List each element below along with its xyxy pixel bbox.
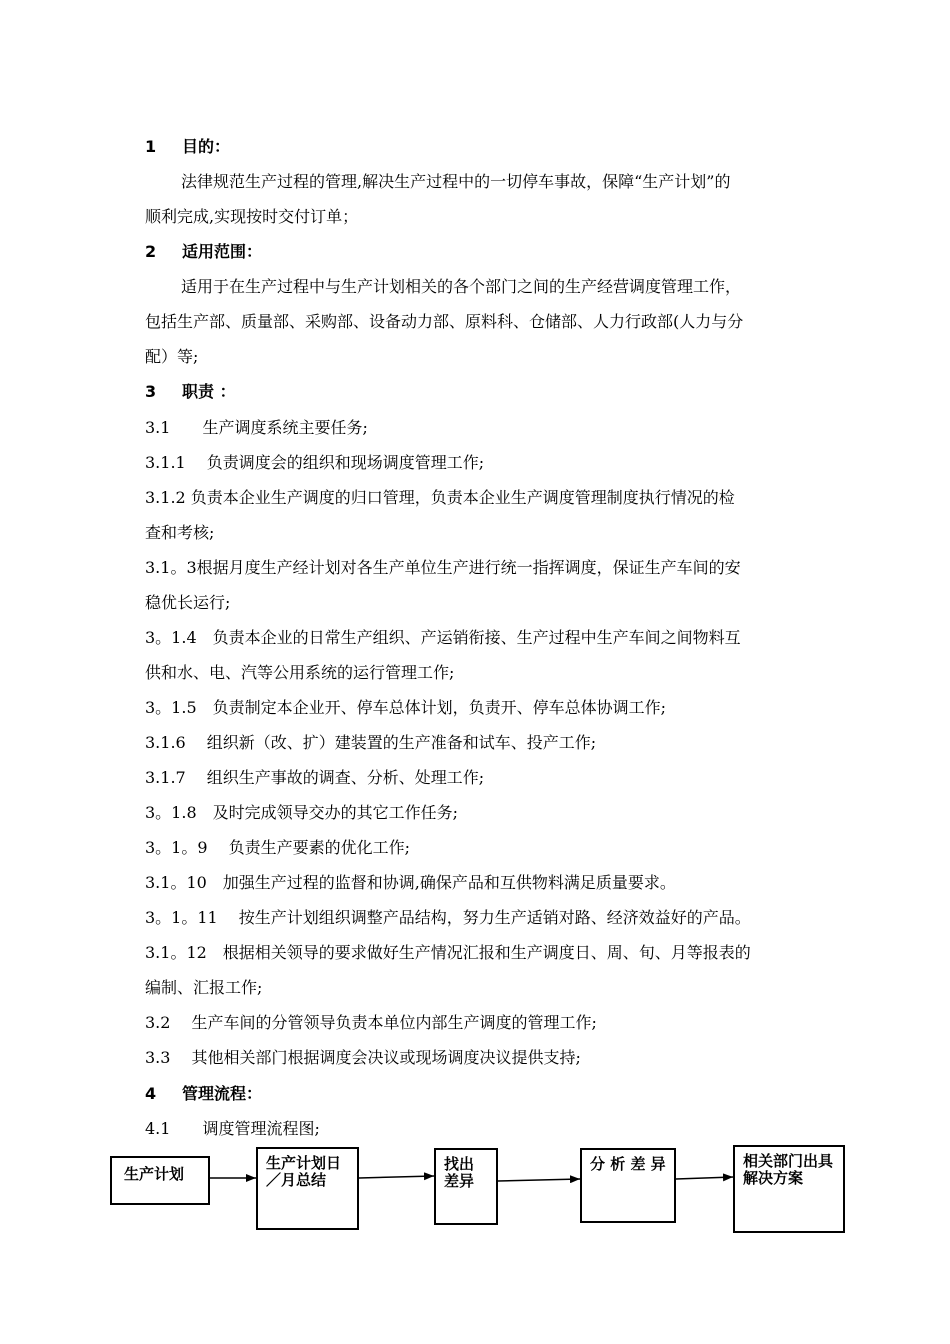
- section-4-title: 管理流程：: [182, 1084, 263, 1103]
- flow-box-solution: 相关部门出具解决方案: [733, 1145, 845, 1233]
- duty-line: 3.1.1 负责调度会的组织和现场调度管理工作;: [145, 453, 485, 472]
- flow-arrow: [676, 1177, 733, 1179]
- duty-line: 查和考核;: [145, 523, 215, 542]
- section-1-title: 目的：: [182, 137, 231, 156]
- duty-line: 3.3 其他相关部门根据调度会决议或现场调度决议提供支持;: [145, 1048, 581, 1067]
- duty-line: 供和水、电、汽等公用系统的运行管理工作;: [145, 663, 455, 682]
- duty-line: 3.1.7 组织生产事故的调查、分析、处理工作;: [145, 768, 485, 787]
- section-2-title: 适用范围：: [182, 242, 263, 261]
- section-3-number: 3: [145, 382, 157, 401]
- flow-box-find-difference: 找出差异: [434, 1148, 498, 1225]
- duty-line: 3。1。11 按生产计划组织调整产品结构，努力生产适销对路、经济效益好的产品。: [145, 908, 751, 927]
- flow-arrow: [498, 1179, 580, 1181]
- section-4-number: 4: [145, 1084, 157, 1103]
- duty-line: 3.1.2 负责本企业生产调度的归口管理，负责本企业生产调度管理制度执行情况的检: [145, 488, 735, 507]
- duty-line: 3.1。12 根据相关领导的要求做好生产情况汇报和生产调度日、周、旬、月等报表的: [145, 943, 751, 962]
- flow-box-analyze-difference: 分 析 差 异: [580, 1148, 676, 1223]
- duty-line: 3.1。3根据月度生产经计划对各生产单位生产进行统一指挥调度，保证生产车间的安: [145, 558, 741, 577]
- duty-line: 3。1。9 负责生产要素的优化工作;: [145, 838, 411, 857]
- duty-line: 3。1.5 负责制定本企业开、停车总体计划，负责开、停车总体协调工作;: [145, 698, 667, 717]
- section-2-number: 2: [145, 242, 157, 261]
- flow-box-production-plan: 生产计划: [110, 1156, 210, 1205]
- duty-line: 3。1.4 负责本企业的日常生产组织、产运销衔接、生产过程中生产车间之间物料互: [145, 628, 741, 647]
- duty-line: 3.2 生产车间的分管领导负责本单位内部生产调度的管理工作;: [145, 1013, 597, 1032]
- section-1-number: 1: [145, 137, 157, 156]
- section-3-title: 职责 ：: [182, 382, 236, 401]
- flow-box-summary: 生产计划日／月总结: [256, 1147, 359, 1230]
- section-2-paragraph-line-3: 配）等;: [145, 347, 199, 366]
- flow-arrow: [359, 1176, 434, 1178]
- section-1-paragraph-line-1: 法律规范生产过程的管理,解决生产过程中的一切停车事故，保障“生产计划”的: [181, 172, 731, 191]
- duty-line: 3.1.6 组织新（改、扩）建装置的生产准备和试车、投产工作;: [145, 733, 597, 752]
- duty-line: 编制、汇报工作;: [145, 978, 263, 997]
- section-2-paragraph-line-1: 适用于在生产过程中与生产计划相关的各个部门之间的生产经营调度管理工作，: [181, 277, 742, 296]
- section-1-paragraph-line-2: 顺利完成,实现按时交付订单；: [145, 207, 359, 226]
- duty-line: 3.1。10 加强生产过程的监督和协调,确保产品和互供物料满足质量要求。: [145, 873, 676, 892]
- flowchart-intro: 4.1 调度管理流程图;: [145, 1119, 320, 1138]
- duty-line: 3.1 生产调度系统主要任务;: [145, 418, 368, 437]
- duty-line: 3。1.8 及时完成领导交办的其它工作任务;: [145, 803, 459, 822]
- section-2-paragraph-line-2: 包括生产部、质量部、采购部、设备动力部、原料科、仓储部、人力行政部(人力与分: [145, 312, 744, 331]
- duty-line: 稳优长运行;: [145, 593, 231, 612]
